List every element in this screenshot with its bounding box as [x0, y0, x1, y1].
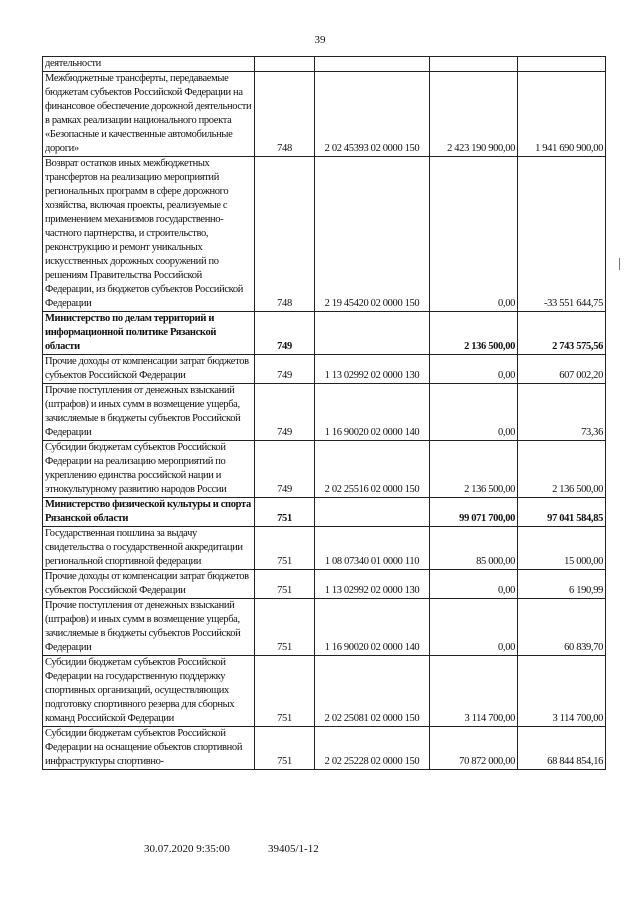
- row-planned-amount: 2 136 500,00: [430, 312, 518, 355]
- row-revenue-code: 2 02 25228 02 0000 150: [315, 727, 430, 770]
- row-admin-code: 751: [255, 498, 315, 527]
- footer-timestamp: 30.07.2020 9:35:00: [144, 843, 230, 855]
- row-admin-code: 748: [255, 72, 315, 157]
- table-row: [43, 72, 606, 157]
- row-admin-code: 749: [255, 355, 315, 384]
- row-admin-code: 748: [255, 157, 315, 312]
- row-planned-amount: 3 114 700,00: [430, 656, 518, 727]
- row-name: Министерство по делам территорий и информационной политике Рязанской области: [43, 312, 255, 355]
- margin-mark: [619, 258, 620, 270]
- row-planned-amount: 0,00: [430, 157, 518, 312]
- row-name: Прочие доходы от компенсации затрат бюджетов субъектов Российской Федерации: [43, 355, 255, 384]
- row-executed-amount: -33 551 644,75: [518, 157, 606, 312]
- row-name: Прочие поступления от денежных взысканий (штрафов) и иных сумм в возмещение ущерба, зачисляемые в бюджеты субъектов Российской Федерации: [43, 599, 255, 656]
- row-revenue-code: 2 02 45393 02 0000 150: [315, 72, 430, 157]
- page-number: 39: [314, 34, 326, 46]
- table-row: [43, 384, 606, 441]
- table-row-ministry: [43, 498, 606, 527]
- row-revenue-code: [315, 57, 430, 72]
- revenue-table: [42, 56, 606, 770]
- row-revenue-code: [315, 498, 430, 527]
- row-revenue-code: 2 02 25081 02 0000 150: [315, 656, 430, 727]
- row-name: Прочие доходы от компенсации затрат бюджетов субъектов Российской Федерации: [43, 570, 255, 599]
- row-planned-amount: 0,00: [430, 599, 518, 656]
- table-row: [43, 157, 606, 312]
- row-revenue-code: 1 13 02992 02 0000 130: [315, 570, 430, 599]
- row-admin-code: 751: [255, 656, 315, 727]
- row-executed-amount: 68 844 854,16: [518, 727, 606, 770]
- row-revenue-code: 1 16 90020 02 0000 140: [315, 384, 430, 441]
- row-executed-amount: 15 000,00: [518, 527, 606, 570]
- row-name: деятельности: [43, 57, 255, 72]
- row-executed-amount: 60 839,70: [518, 599, 606, 656]
- row-name: Возврат остатков иных межбюджетных трансфертов на реализацию мероприятий региональных программ в сфере дорожного хозяйства, включая проекты, реализуемые с применением механизмов государственно-частного партнерства, и строительство, реконструкцию и ремонт уникальных искусственных дорожных сооружений по решениям Правительства Российской Федерации, из бюджетов субъектов Российской Федерации: [43, 157, 255, 312]
- row-planned-amount: 99 071 700,00: [430, 498, 518, 527]
- row-admin-code: 751: [255, 727, 315, 770]
- row-name: Прочие поступления от денежных взысканий (штрафов) и иных сумм в возмещение ущерба, зачисляемые в бюджеты субъектов Российской Федерации: [43, 384, 255, 441]
- row-executed-amount: 3 114 700,00: [518, 656, 606, 727]
- row-planned-amount: 2 423 190 900,00: [430, 72, 518, 157]
- footer-document-id: 39405/1-12: [268, 843, 319, 855]
- row-revenue-code: 1 13 02992 02 0000 130: [315, 355, 430, 384]
- row-revenue-code: 2 02 25516 02 0000 150: [315, 441, 430, 498]
- row-revenue-code: 1 08 07340 01 0000 110: [315, 527, 430, 570]
- row-name: Субсидии бюджетам субъектов Российской Федерации на реализацию мероприятий по укреплению единства российской нации и этнокультурному развитию народов России: [43, 441, 255, 498]
- row-name: Государственная пошлина за выдачу свидетельства о государственной аккредитации региональной спортивной федерации: [43, 527, 255, 570]
- row-planned-amount: [430, 57, 518, 72]
- row-executed-amount: 2 136 500,00: [518, 441, 606, 498]
- table-row-ministry: [43, 312, 606, 355]
- row-admin-code: 749: [255, 384, 315, 441]
- row-executed-amount: 73,36: [518, 384, 606, 441]
- row-executed-amount: 1 941 690 900,00: [518, 72, 606, 157]
- row-admin-code: 749: [255, 441, 315, 498]
- table-row: [43, 355, 606, 384]
- table-row: [43, 527, 606, 570]
- table-row: [43, 599, 606, 656]
- row-planned-amount: 70 872 000,00: [430, 727, 518, 770]
- row-name: Межбюджетные трансферты, передаваемые бюджетам субъектов Российской Федерации на финансовое обеспечение дорожной деятельности в рамках реализации национального проекта «Безопасные и качественные автомобильные дороги»: [43, 72, 255, 157]
- row-planned-amount: 0,00: [430, 384, 518, 441]
- row-revenue-code: 1 16 90020 02 0000 140: [315, 599, 430, 656]
- row-revenue-code: [315, 312, 430, 355]
- row-admin-code: 751: [255, 570, 315, 599]
- row-name: Субсидии бюджетам субъектов Российской Федерации на государственную поддержку спортивных организаций, осуществляющих подготовку спортивного резерва для сборных команд Российской Федерации: [43, 656, 255, 727]
- row-planned-amount: 2 136 500,00: [430, 441, 518, 498]
- row-name: Субсидии бюджетам субъектов Российской Федерации на оснащение объектов спортивной инфраструктуры спортивно-: [43, 727, 255, 770]
- row-executed-amount: 607 002,20: [518, 355, 606, 384]
- table-row: [43, 656, 606, 727]
- table-row: [43, 727, 606, 770]
- row-revenue-code: 2 19 45420 02 0000 150: [315, 157, 430, 312]
- table-body: [43, 57, 606, 770]
- row-executed-amount: 97 041 584,85: [518, 498, 606, 527]
- row-admin-code: [255, 57, 315, 72]
- row-planned-amount: 0,00: [430, 570, 518, 599]
- row-executed-amount: 2 743 575,56: [518, 312, 606, 355]
- row-planned-amount: 0,00: [430, 355, 518, 384]
- row-executed-amount: 6 190,99: [518, 570, 606, 599]
- row-admin-code: 749: [255, 312, 315, 355]
- table-row: [43, 570, 606, 599]
- table-row: [43, 57, 606, 72]
- row-admin-code: 751: [255, 527, 315, 570]
- row-name: Министерство физической культуры и спорта Рязанской области: [43, 498, 255, 527]
- row-admin-code: 751: [255, 599, 315, 656]
- row-planned-amount: 85 000,00: [430, 527, 518, 570]
- table-row: [43, 441, 606, 498]
- row-executed-amount: [518, 57, 606, 72]
